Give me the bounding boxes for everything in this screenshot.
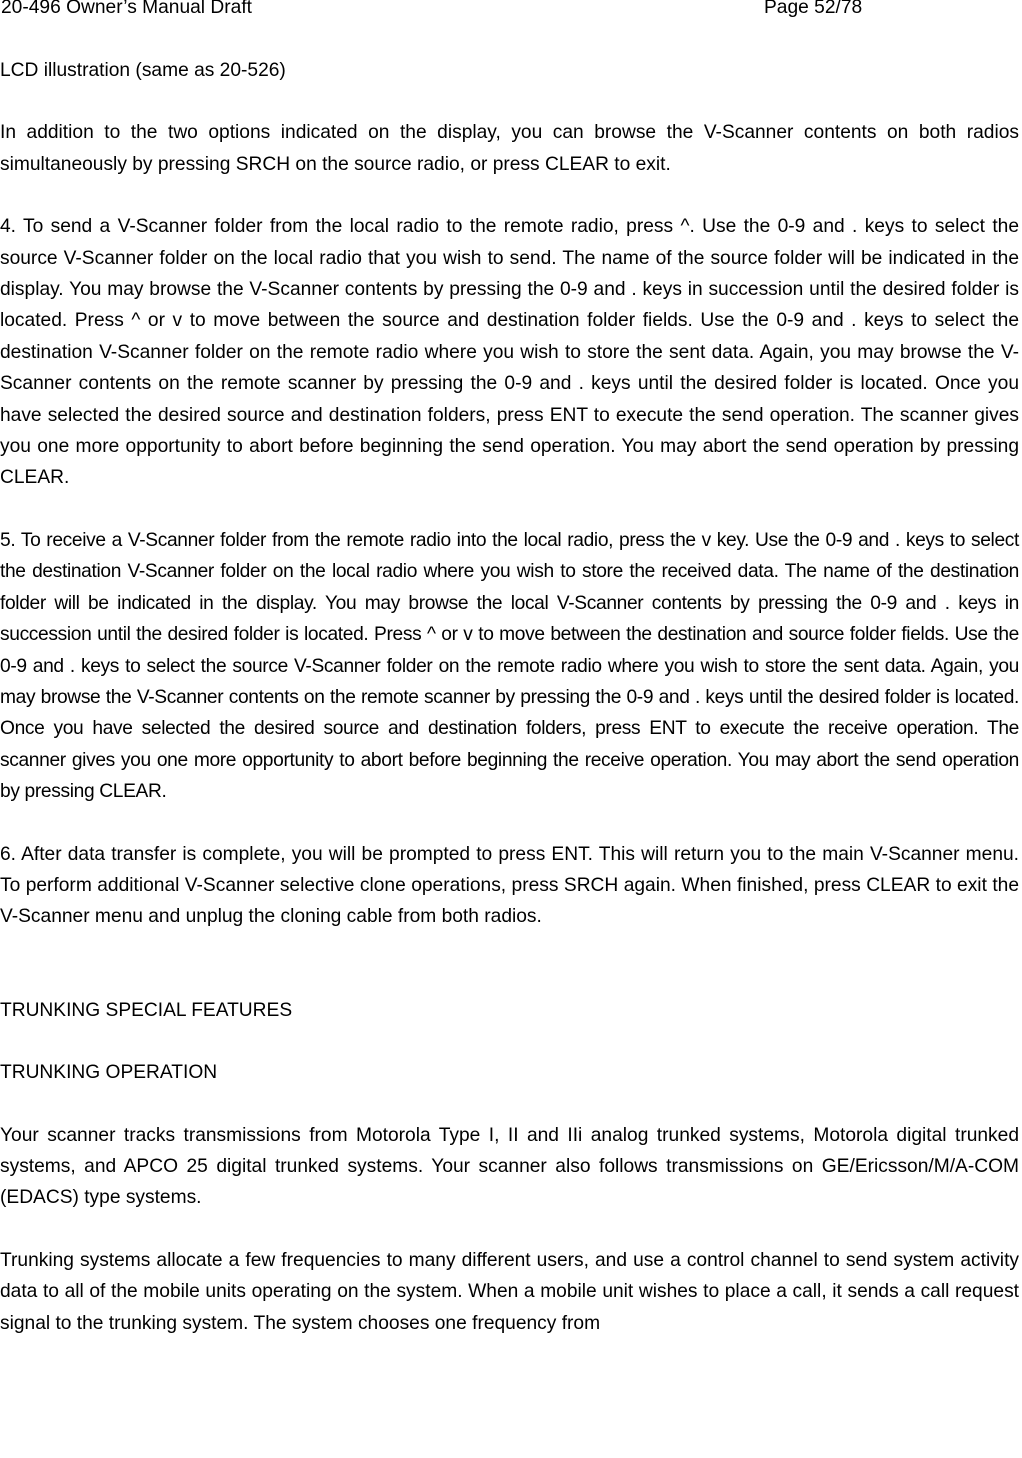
- paragraph-step-4-send-folder: 4. To send a V-Scanner folder from the local radio to the remote radio, press ^. Use the 0-9 and . keys to select the source V-Scanner folder on the local radio that you wish to send. The name of the source folder will be indicated in the display. You may browse the V-Scanner contents by pressing the 0-9 and . keys in succession until the desired folder is located. Press ^ or v to move between the source and destination folder fields. Use the 0-9 and . keys to select the destination V-Scanner folder on the remote radio where you wish to store the sent data. Again, you may browse the V-Scanner contents on the remote scanner by pressing the 0-9 and . keys until the desired folder is located. Once you have selected the desired source and destination folders, press ENT to execute the send operation. The scanner gives you one more opportunity to abort before beginning the send operation. You may abort the send operation by pressing CLEAR.: [0, 216, 1019, 489]
- paragraph-browse-both-radios: In addition to the two options indicated on the display, you can browse the V-Scanner contents on both radios simultaneously by pressing SRCH on the source radio, or press CLEAR to exit.: [0, 122, 1019, 175]
- paragraph-step-5-receive-folder: 5. To receive a V-Scanner folder from the remote radio into the local radio, press the v key. Use the 0-9 and . keys to select the destination V-Scanner folder on the local radio where you wish to store the received data. The name of the destination folder will be indicated in the display. You may browse the local V-Scanner contents by pressing the 0-9 and . keys in succession until the desired folder is located. Press ^ or v to move between the destination and source folder fields. Use the 0-9 and . keys to select the source V-Scanner folder on the remote radio where you wish to store the sent data. Again, you may browse the V-Scanner contents on the remote scanner by pressing the 0-9 and . keys until the desired folder is located. Once you have selected the desired source and destination folders, press ENT to execute the receive operation. The scanner gives you one more opportunity to abort before beginning the receive operation. You may abort the send operation by pressing CLEAR.: [0, 529, 1019, 803]
- page-number: Page 52/78: [764, 0, 863, 18]
- document-title: 20-496 Owner’s Manual Draft: [1, 0, 252, 18]
- subsection-heading-trunking-operation: TRUNKING OPERATION: [0, 1062, 218, 1084]
- lcd-illustration-caption: LCD illustration (same as 20-526): [0, 60, 286, 81]
- page-header: [0, 0, 1019, 28]
- paragraph-trunking-explanation: Trunking systems allocate a few frequencies to many different users, and use a control channel to send system activity data to all of the mobile units operating on the system. When a mobile unit wishes to place a call, it sends a call request signal to the trunking system. The system chooses one frequency from: [0, 1249, 1019, 1334]
- paragraph-step-6-complete: 6. After data transfer is complete, you will be prompted to press ENT. This will return you to the main V-Scanner menu. To perform additional V-Scanner selective clone operations, press SRCH again. When finished, press CLEAR to exit the V-Scanner menu and unplug the cloning cable from both radios.: [0, 843, 1019, 928]
- paragraph-trunking-systems-supported: Your scanner tracks transmissions from Motorola Type I, II and IIi analog trunked systems, Motorola digital trunked systems, and APCO 25 digital trunked systems. Your scanner also follows transmissions on GE/Ericsson/M/A-COM (EDACS) type systems.: [0, 1124, 1019, 1209]
- section-heading-trunking-special-features: TRUNKING SPECIAL FEATURES: [0, 999, 293, 1021]
